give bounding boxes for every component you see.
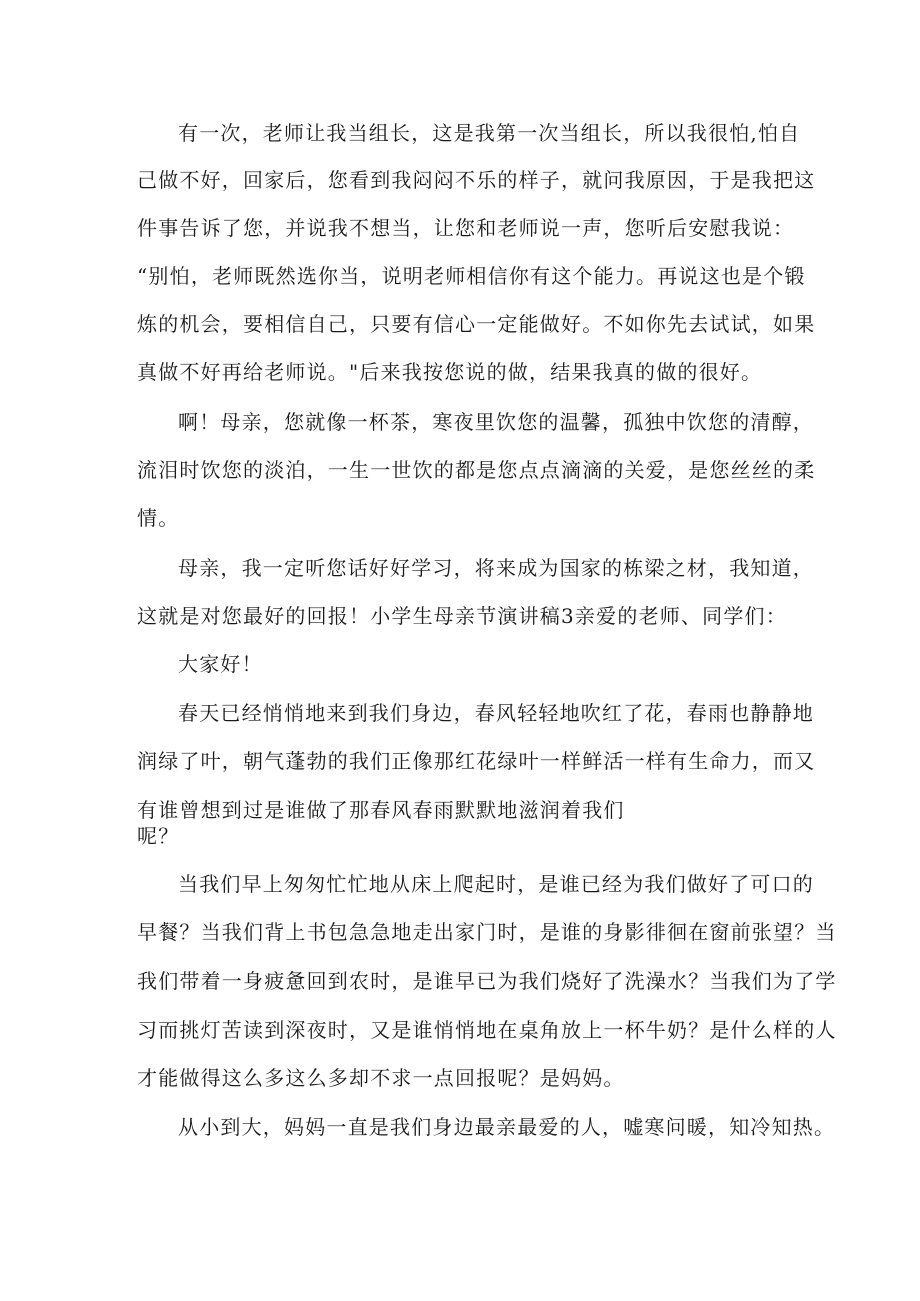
text-line: 件事告诉了您，并说我不想当，让您和老师说一声，您听后安慰我说：: [137, 216, 795, 240]
text-line: 有谁曾想到过是谁做了那春风春雨默默地滋润着我们: [137, 798, 625, 822]
text-line: 真做不好再给老师说。"后来我按您说的做，结果我真的做的很好。: [137, 360, 763, 384]
text-line: 润绿了叶，朝气蓬勃的我们正像那红花绿叶一样鲜活一样有生命力，而又: [137, 749, 816, 773]
text-line: 从小到大，妈妈一直是我们身边最亲最爱的人，嘘寒问暖，知冷知热。: [178, 1115, 836, 1139]
text-line: 习而挑灯苦读到深夜时，又是谁悄悄地在桌角放上一杯牛奶？是什么样的人: [137, 1018, 837, 1042]
text-line: 才能做得这么多这么多却不求一点回报呢？是妈妈。: [137, 1066, 625, 1090]
text-line: 炼的机会，要相信自己，只要有信心一定能做好。不如你先去试试，如果: [137, 312, 816, 336]
text-line: 早餐？当我们背上书包急急地走出家门时，是谁的身影徘徊在窗前张望？当: [137, 920, 837, 944]
text-line: 己做不好，回家后，您看到我闷闷不乐的样子，就问我原因，于是我把这: [137, 168, 816, 192]
text-line: 流泪时饮您的淡泊，一生一世饮的都是您点点滴滴的关爱，是您丝丝的柔: [137, 458, 816, 482]
text-line: 呢？: [137, 824, 180, 848]
text-line: 这就是对您最好的回报！小学生母亲节演讲稿3亲爱的老师、同学们：: [137, 604, 787, 628]
text-line: 情。: [137, 506, 180, 530]
text-line: 当我们早上匆匆忙忙地从床上爬起时，是谁已经为我们做好了可口的: [178, 872, 814, 896]
text-line: 我们带着一身疲惫回到农时，是谁早已为我们烧好了洗澡水？当我们为了学: [137, 969, 837, 993]
text-line: 啊！母亲，您就像一杯茶，寒夜里饮您的温馨，孤独中饮您的清醇，: [178, 410, 814, 434]
text-line: 有一次，老师让我当组长，这是我第一次当组长，所以我很怕,怕自: [178, 121, 801, 145]
text-line: “别怕，老师既然选你当，说明老师相信你有这个能力。再说这也是个锻: [137, 264, 806, 288]
text-line: 春天已经悄悄地来到我们身边，春风轻轻地吹红了花，春雨也静静地: [178, 701, 814, 725]
text-line: 母亲，我一定听您话好好学习，将来成为国家的栋梁之材，我知道，: [178, 556, 814, 580]
text-line: 大家好！: [178, 652, 263, 676]
